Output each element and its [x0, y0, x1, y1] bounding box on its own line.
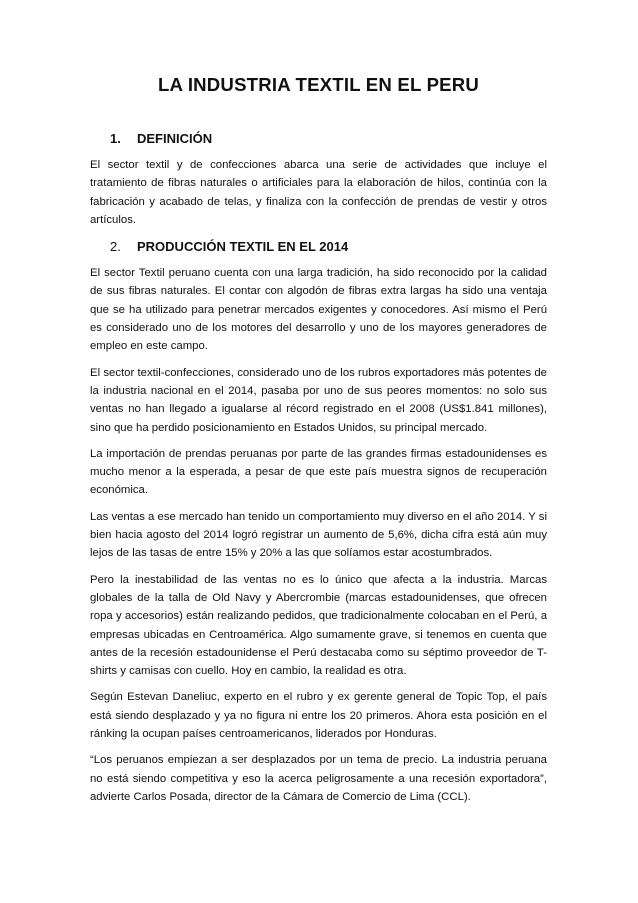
paragraph: “Los peruanos empiezan a ser desplazados por un tema de precio. La industria peruana no está siendo competitiva y eso la acerca peligrosamente a una recesión exportadora”, advierte Carlos Posada, director de la Cámara de Comercio de Lima (CCL).: [90, 754, 547, 803]
paragraph: El sector textil-confecciones, considerado uno de los rubros exportadores más potentes de la industria nacional en el 2014, pasaba por uno de sus peores momentos: no solo sus ventas no han llegado a igualarse al récord registrado en el 2008 (US$1.841 millones), sino que ha perdido posicionamiento en Estados Unidos, su principal mercado.: [90, 366, 547, 434]
section-number: 1.: [110, 131, 121, 146]
section-heading-produccion: [110, 238, 547, 255]
paragraph: El sector textil y de confecciones abarca una serie de actividades que incluye el tratamiento de fibras naturales o artificiales para la elaboración de hilos, continúa con la fabricación y acabado de telas, y finaliza con la confección de prendas de vestir y otros artículos.: [90, 159, 547, 226]
paragraph: La importación de prendas peruanas por parte de las grandes firmas estadounidenses es mucho menor a la esperada, a pesar de que este país muestra signos de recuperación económica.: [90, 447, 547, 497]
paragraph: Las ventas a ese mercado han tenido un comportamiento muy diverso en el año 2014. Y si bien hacia agosto del 2014 logró registrar un aumento de 5,6%, dicha cifra está aún muy lejos de las tasas de entre 15% y 20% a las que solíamos estar acostumbrados.: [90, 510, 547, 560]
paragraph: Pero la inestabilidad de las ventas no es lo único que afecta a la industria. Marcas globales de la talla de Old Navy y Abercrombie (marcas estadounidenses, que ofrecen ropa y accesorios) están realizando pedidos, que tradicionalmente colocaban en el Perú, a empresas ubicadas en Centroamérica. Algo sumamente grave, si tenemos en cuenta que antes de la recesión estadounidense el Perú destacaba como su séptimo proveedor de T-shirts y camisas con cuello. Hoy en cambio, la realidad es otra.: [90, 573, 547, 678]
section-heading-definicion: [110, 130, 547, 147]
paragraph: Según Estevan Daneliuc, experto en el rubro y ex gerente general de Topic Top, el país está siendo desplazado y ya no figura ni entre los 20 primeros. Ahora esta posición en el ránking la ocupan países centroamericanos, liderados por Honduras.: [90, 691, 547, 741]
section-title: PRODUCCIÓN TEXTIL EN EL 2014: [137, 239, 349, 255]
paragraph: El sector Textil peruano cuenta con una larga tradición, ha sido reconocido por la calidad de sus fibras naturales. El contar con algodón de fibras extra largas ha sido una ventaja que se ha utilizado para penetrar mercados exigentes y conocedores. Así mismo el Perú es considerado uno de los motores del desarrollo y uno de los mayores generadores de empleo en este campo.: [90, 267, 547, 353]
section-title: DEFINICIÓN: [137, 131, 213, 146]
page-title: LA INDUSTRIA TEXTIL EN EL PERU: [157, 74, 480, 95]
section-number: 2.: [110, 239, 121, 255]
